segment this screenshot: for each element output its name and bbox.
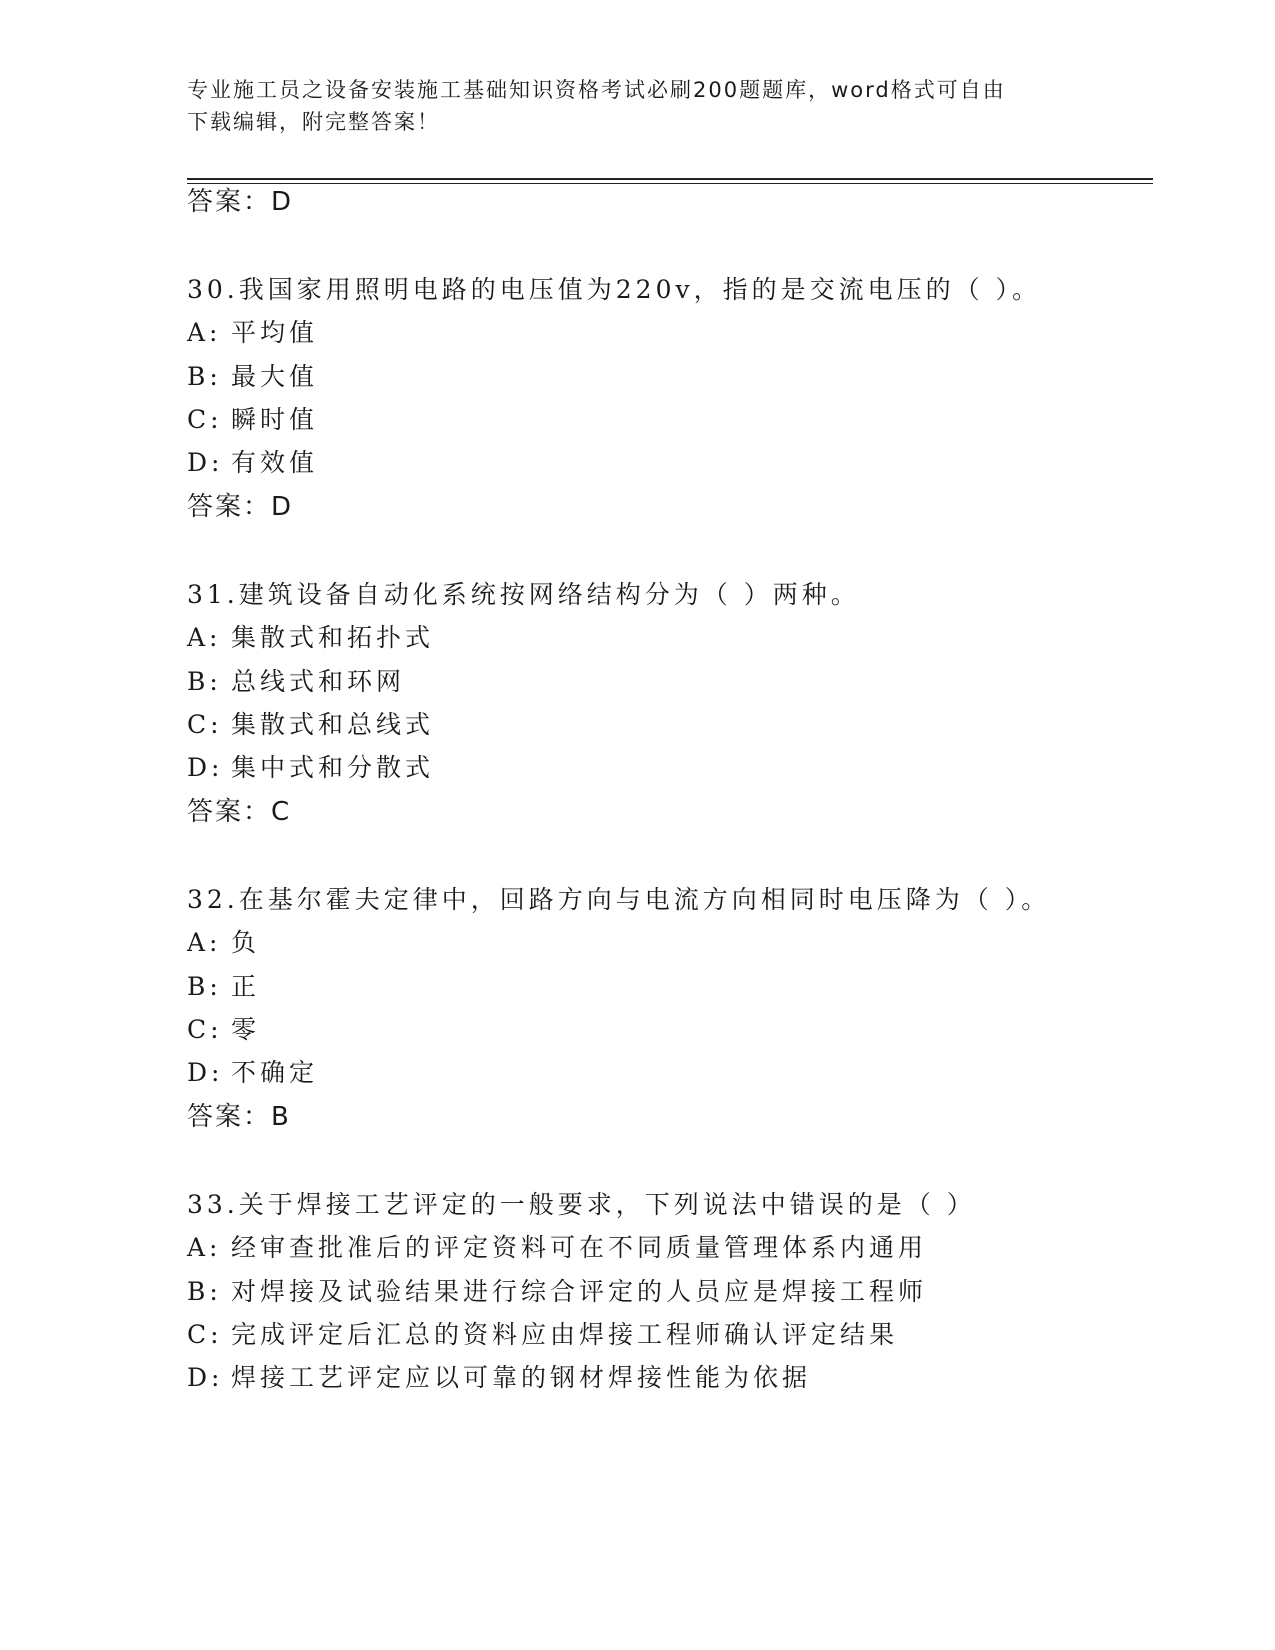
option-text: 完成评定后汇总的资料应由焊接工程师确认评定结果 <box>231 1320 899 1349</box>
question-stem: 32.在基尔霍夫定律中，回路方向与电流方向相同时电压降为（ ）。 <box>187 885 1051 914</box>
option-text: 负 <box>231 928 261 957</box>
option-a <box>187 927 260 959</box>
option-a <box>187 1232 927 1264</box>
header-divider <box>187 178 1153 180</box>
option-text: 集散式和总线式 <box>231 710 435 739</box>
option-text: 最大值 <box>231 362 319 391</box>
option-key: B: <box>187 362 222 391</box>
answer-label: 答案：B <box>187 1102 291 1132</box>
option-key: B: <box>187 972 222 1001</box>
option-a <box>187 622 434 654</box>
option-c <box>187 1319 898 1351</box>
document-header <box>187 74 1067 138</box>
option-text: 平均值 <box>231 318 319 347</box>
option-text: 正 <box>231 972 261 1001</box>
option-key: D: <box>187 1363 224 1392</box>
option-key: A: <box>187 928 222 957</box>
option-c <box>187 1014 260 1046</box>
option-text: 对焊接及试验结果进行综合评定的人员应是焊接工程师 <box>231 1277 928 1306</box>
option-text: 集中式和分散式 <box>231 753 435 782</box>
answer-label: 答案：C <box>187 797 292 827</box>
option-a <box>187 317 318 349</box>
option-b <box>187 361 318 393</box>
option-b <box>187 971 260 1003</box>
option-key: A: <box>187 623 222 652</box>
option-key: B: <box>187 1277 222 1306</box>
answer-label: 答案：D <box>187 187 294 217</box>
option-c <box>187 404 318 436</box>
option-key: C: <box>187 710 223 739</box>
option-d <box>187 1362 811 1394</box>
question-stem: 31.建筑设备自动化系统按网络结构分为（ ）两种。 <box>187 580 860 609</box>
option-key: D: <box>187 448 224 477</box>
option-key: C: <box>187 1320 223 1349</box>
option-key: C: <box>187 405 223 434</box>
option-key: D: <box>187 753 224 782</box>
answer-label: 答案：D <box>187 492 294 522</box>
question-stem: 30.我国家用照明电路的电压值为220v，指的是交流电压的（ ）。 <box>187 275 1042 304</box>
option-d <box>187 752 434 784</box>
option-b <box>187 666 405 698</box>
option-text: 不确定 <box>231 1058 319 1087</box>
option-text: 零 <box>231 1015 261 1044</box>
option-text: 集散式和拓扑式 <box>231 623 435 652</box>
option-c <box>187 709 434 741</box>
header-line-1: 专业施工员之设备安装施工基础知识资格考试必刷200题题库，word格式可自由 <box>187 78 1006 102</box>
header-divider-thin <box>187 183 1153 184</box>
option-key: C: <box>187 1015 223 1044</box>
option-b <box>187 1276 927 1308</box>
option-text: 焊接工艺评定应以可靠的钢材焊接性能为依据 <box>231 1363 812 1392</box>
option-text: 有效值 <box>231 448 319 477</box>
header-line-2: 下载编辑，附完整答案！ <box>187 110 440 134</box>
option-text: 瞬时值 <box>231 405 319 434</box>
option-d <box>187 1057 318 1089</box>
option-text: 经审查批准后的评定资料可在不同质量管理体系内通用 <box>231 1233 928 1262</box>
option-text: 总线式和环网 <box>231 667 406 696</box>
question-stem: 33.关于焊接工艺评定的一般要求，下列说法中错误的是（ ） <box>187 1190 976 1219</box>
option-key: D: <box>187 1058 224 1087</box>
option-key: A: <box>187 318 222 347</box>
option-key: A: <box>187 1233 222 1262</box>
option-key: B: <box>187 667 222 696</box>
option-d <box>187 447 318 479</box>
